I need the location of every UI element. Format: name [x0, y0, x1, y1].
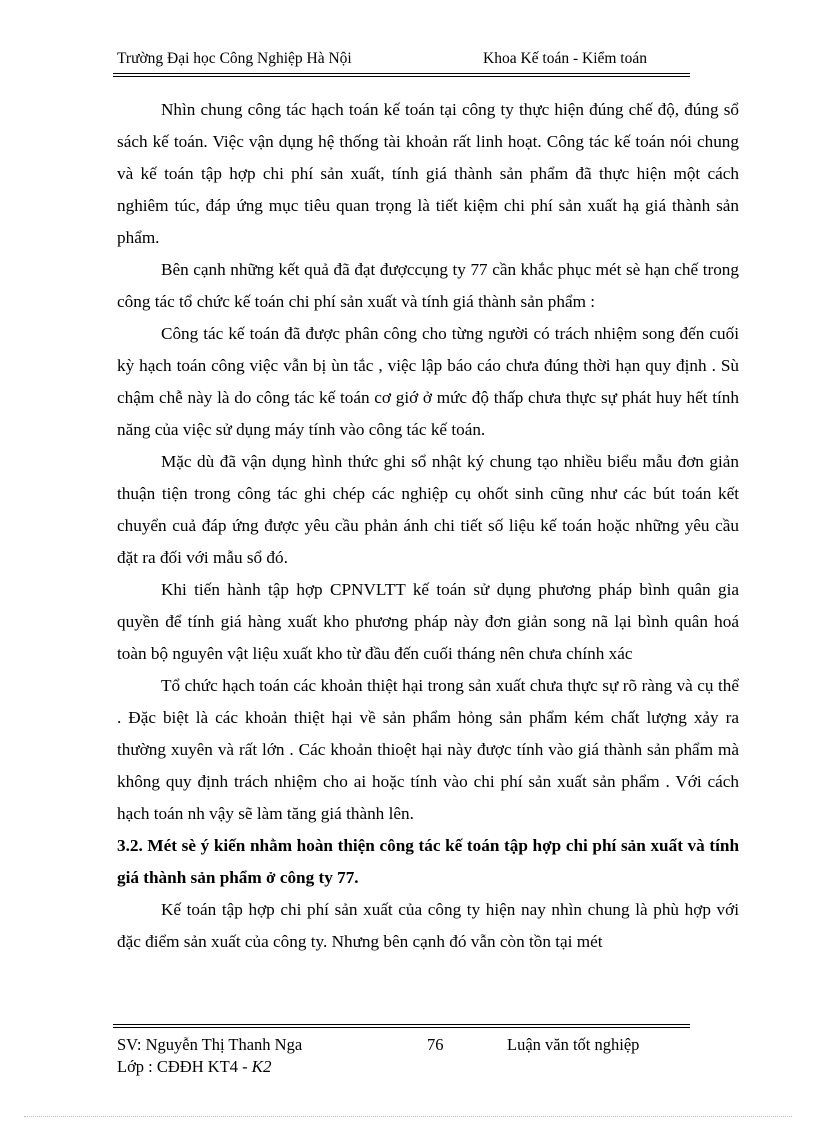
footer-student: SV: Nguyễn Thị Thanh Nga	[117, 1035, 303, 1054]
page-bottom-divider	[24, 1116, 792, 1117]
paragraph-5: Khi tiến hành tập hợp CPNVLTT kế toán sử dụng phương pháp bình quân gia quyền để tính giá hàng xuất kho phương pháp này đơn giản song nã lại bình quân hoá toàn bộ nguyên vật liệu xuất kho từ đầu đến cuối tháng nên chưa chính xác	[117, 580, 739, 663]
footer-class-label: Lớp : CĐĐH KT4 -	[117, 1057, 248, 1076]
footer-class	[117, 1057, 271, 1077]
paragraph-4: Mặc dù đã vận dụng hình thức ghi sổ nhật ký chung tạo nhiều biểu mẫu đơn giản thuận tiện trong công tác ghi chép các nghiệp cụ ohốt sinh cũng như các bút toán kết chuyển cuả đáp ứng được yêu cầu phản ánh chi tiết số liệu kế toán hoặc những yêu cầu đặt ra đối với mẫu sổ đó.	[117, 452, 739, 567]
footer-thesis: Luận văn tốt nghiệp	[507, 1035, 640, 1054]
header-faculty: Khoa Kế toán - Kiểm toán	[483, 50, 647, 67]
footer-class-suffix: K2	[251, 1057, 272, 1076]
footer-rule	[113, 1024, 690, 1025]
paragraph-6: Tổ chức hạch toán các khoản thiệt hại trong sản xuất chưa thực sự rõ ràng và cụ thể . Đặc biệt là các khoản thiệt hại về sản phẩm hỏng sản phẩm kém chất lượng xảy ra thường xuyên và rất lớn . Các khoản thioệt hại này được tính vào giá thành sản phẩm mà không quy định trách nhiệm cho ai hoặc tính vào chi phí sản xuất sản phẩm . Với cách hạch toán nh vậy sẽ làm tăng giá thành lên.	[117, 676, 739, 823]
page-number: 76	[427, 1035, 444, 1054]
document-body	[117, 94, 739, 958]
paragraph-7: Kế toán tập hợp chi phí sản xuất của công ty hiện nay nhìn chung là phù hợp với đặc điểm sản xuất của công ty. Nhưng bên cạnh đó vẫn còn tồn tại mét	[117, 900, 739, 951]
header-rule-double	[113, 76, 690, 77]
paragraph-1: Nhìn chung công tác hạch toán kế toán tại công ty thực hiện đúng chế độ, đúng sổ sách kế toán. Việc vận dụng hệ thống tài khoản rất linh hoạt. Công tác kế toán nói chung và kế toán tập hợp chi phí sản xuất, tính giá thành sản phẩm đã thực hiện một cách nghiêm túc, đáp ứng mục tiêu quan trọng là tiết kiệm chi phí sản xuất hạ giá thành sản phẩm.	[117, 100, 739, 247]
paragraph-3: Công tác kế toán đã được phân công cho từng người có trách nhiệm song đến cuối kỳ hạch toán công việc vẫn bị ùn tắc , việc lập báo cáo chưa đúng thời hạn quy định . Sù chậm chễ này là do công tác kế toán cơ giớ ở mức độ thấp chưa thực sự phát huy hết tính năng của việc sử dụng máy tính vào công tác kế toán.	[117, 324, 739, 439]
paragraph-2: Bên cạnh những kết quả đã đạt đượccụng ty 77 cần khắc phục mét sè hạn chế trong công tác tổ chức kế toán chi phí sản xuất và tính giá thành sản phẩm :	[117, 260, 739, 311]
header-rule	[113, 73, 690, 74]
footer-rule-double	[113, 1027, 690, 1028]
page-header	[113, 46, 690, 70]
header-university: Trường Đại học Công Nghiệp Hà Nội	[117, 50, 352, 67]
section-heading: 3.2. Mét sè ý kiến nhằm hoàn thiện công tác kế toán tập hợp chi phí sản xuất và tính giá thành sản phẩm ở công ty 77.	[117, 836, 739, 887]
